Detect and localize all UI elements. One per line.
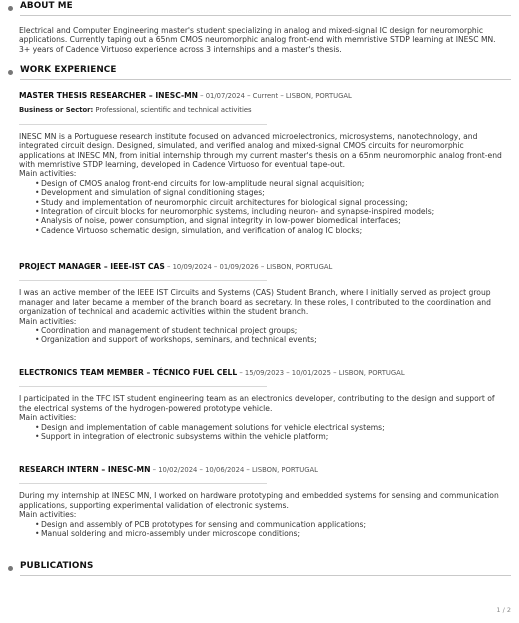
about-text: Electrical and Computer Engineering master's student specializing in analog and mixed-signal IC design for neuromorphic applications. Currently taping out a 65nm CMOS neuromorphic analog front-end with memristive STDP learning at INESC MN. 3+ years of Cadence Virtuoso experience across 3 internships and a master's thesis. [19,26,496,54]
job-role: ELECTRONICS TEAM MEMBER – TÉCNICO FUEL CELL [19,368,238,377]
section-bullet-icon [8,566,13,571]
job-role: PROJECT MANAGER – IEEE-IST CAS [19,262,165,271]
sector-label: Business or Sector: [19,106,94,115]
job-description: I participated in the TFC IST student engineering team as an electronics developer, contributing to the design and support of the electrical systems of the hydrogen-powered prototype vehicle. [19,394,495,413]
activities-list [19,179,507,235]
job-description: During my internship at INESC MN, I worked on hardware prototyping and embedded systems for sensing and communication applications, supporting experimental validation of electronic systems. [19,491,499,510]
list-item: • Design and assembly of PCB prototypes for sensing and communication applications; [19,520,507,529]
job-meta: – 01/07/2024 – Current – LISBON, PORTUGAL [198,92,352,100]
job-description: I was an active member of the IEEE IST Circuits and Systems (CAS) Student Branch, where I initially served as project group manager and later became a member of the branch board as secretary. In these roles, I contributed to the coordination and organization of technical and academic activities within the student branch. [19,288,491,317]
activities-list [19,326,507,345]
job-role: RESEARCH INTERN – INESC-MN [19,465,151,474]
activities-label: Main activities: [19,169,77,179]
list-item: • Study and implementation of neuromorphic circuit architectures for biological signal processing; [19,198,507,207]
list-item: • Support in integration of electronic subsystems within the vehicle platform; [19,432,507,441]
publications-title: PUBLICATIONS [20,561,94,571]
job-description: INESC MN is a Portuguese research institute focused on advanced microelectronics, microsystems, nanotechnology, and integrated circuit design. Designed, simulated, and verified analog and mixed-signal CMOS circuits for neuromorphic applications at INESC MN, from initial internship through my current master's thesis on a 65nm neuromorphic analog front-end with memristive STDP learning, developed in Cadence Virtuoso for eventual tape-out. [19,131,502,170]
section-bullet-icon [8,70,13,75]
job-heading [19,91,507,101]
job-meta: – 10/02/2024 – 10/06/2024 – LISBON, PORTUGAL [150,466,318,474]
job-divider [19,386,267,387]
job-heading [19,368,507,378]
job-project-manager [19,262,507,345]
publications-section-header [6,562,511,574]
job-meta: – 15/09/2023 – 10/01/2025 – LISBON, PORTUGAL [237,369,405,377]
list-item: • Development and simulation of signal conditioning stages; [19,188,507,197]
job-thesis-researcher [19,91,507,235]
list-item: • Cadence Virtuoso schematic design, simulation, and verification of analog IC blocks; [19,226,507,235]
job-sector [19,106,507,115]
section-divider [20,15,511,16]
about-title: ABOUT ME [20,1,73,11]
sector-value: Professional, scientific and technical activities [93,106,252,115]
activities-label: Main activities: [19,316,77,326]
experience-section-header [6,66,511,78]
job-electronics-team [19,368,507,441]
about-section-header [6,2,511,14]
list-item: • Design of CMOS analog front-end circuits for low-amplitude neural signal acquisition; [19,179,507,188]
section-divider [20,575,511,576]
activities-list [19,520,507,539]
job-role: MASTER THESIS RESEARCHER – INESC-MN [19,91,199,100]
list-item: • Design and implementation of cable management solutions for vehicle electrical systems; [19,423,507,432]
activities-label: Main activities: [19,510,77,520]
about-block [19,26,507,54]
list-item: • Coordination and management of student technical project groups; [19,326,507,335]
job-divider [19,483,267,484]
activities-label: Main activities: [19,413,77,423]
activities-list [19,423,507,442]
section-bullet-icon [8,6,13,11]
page-number: 1 / 2 [496,605,511,614]
job-divider [19,124,267,125]
list-item: • Manual soldering and micro-assembly under microscope conditions; [19,529,507,538]
experience-title: WORK EXPERIENCE [20,65,117,75]
job-meta: – 10/09/2024 – 01/09/2026 – LISBON, PORTUGAL [164,263,333,271]
list-item: • Organization and support of workshops, seminars, and technical events; [19,335,507,344]
list-item: • Integration of circuit blocks for neuromorphic systems, including neuron- and synapse-inspired models; [19,207,507,216]
job-heading [19,465,507,475]
section-divider [20,79,511,80]
job-divider [19,280,267,281]
job-research-intern [19,465,507,538]
job-heading [19,262,507,272]
list-item: • Analysis of noise, power consumption, and signal integrity in low-power biomedical interfaces; [19,216,507,225]
